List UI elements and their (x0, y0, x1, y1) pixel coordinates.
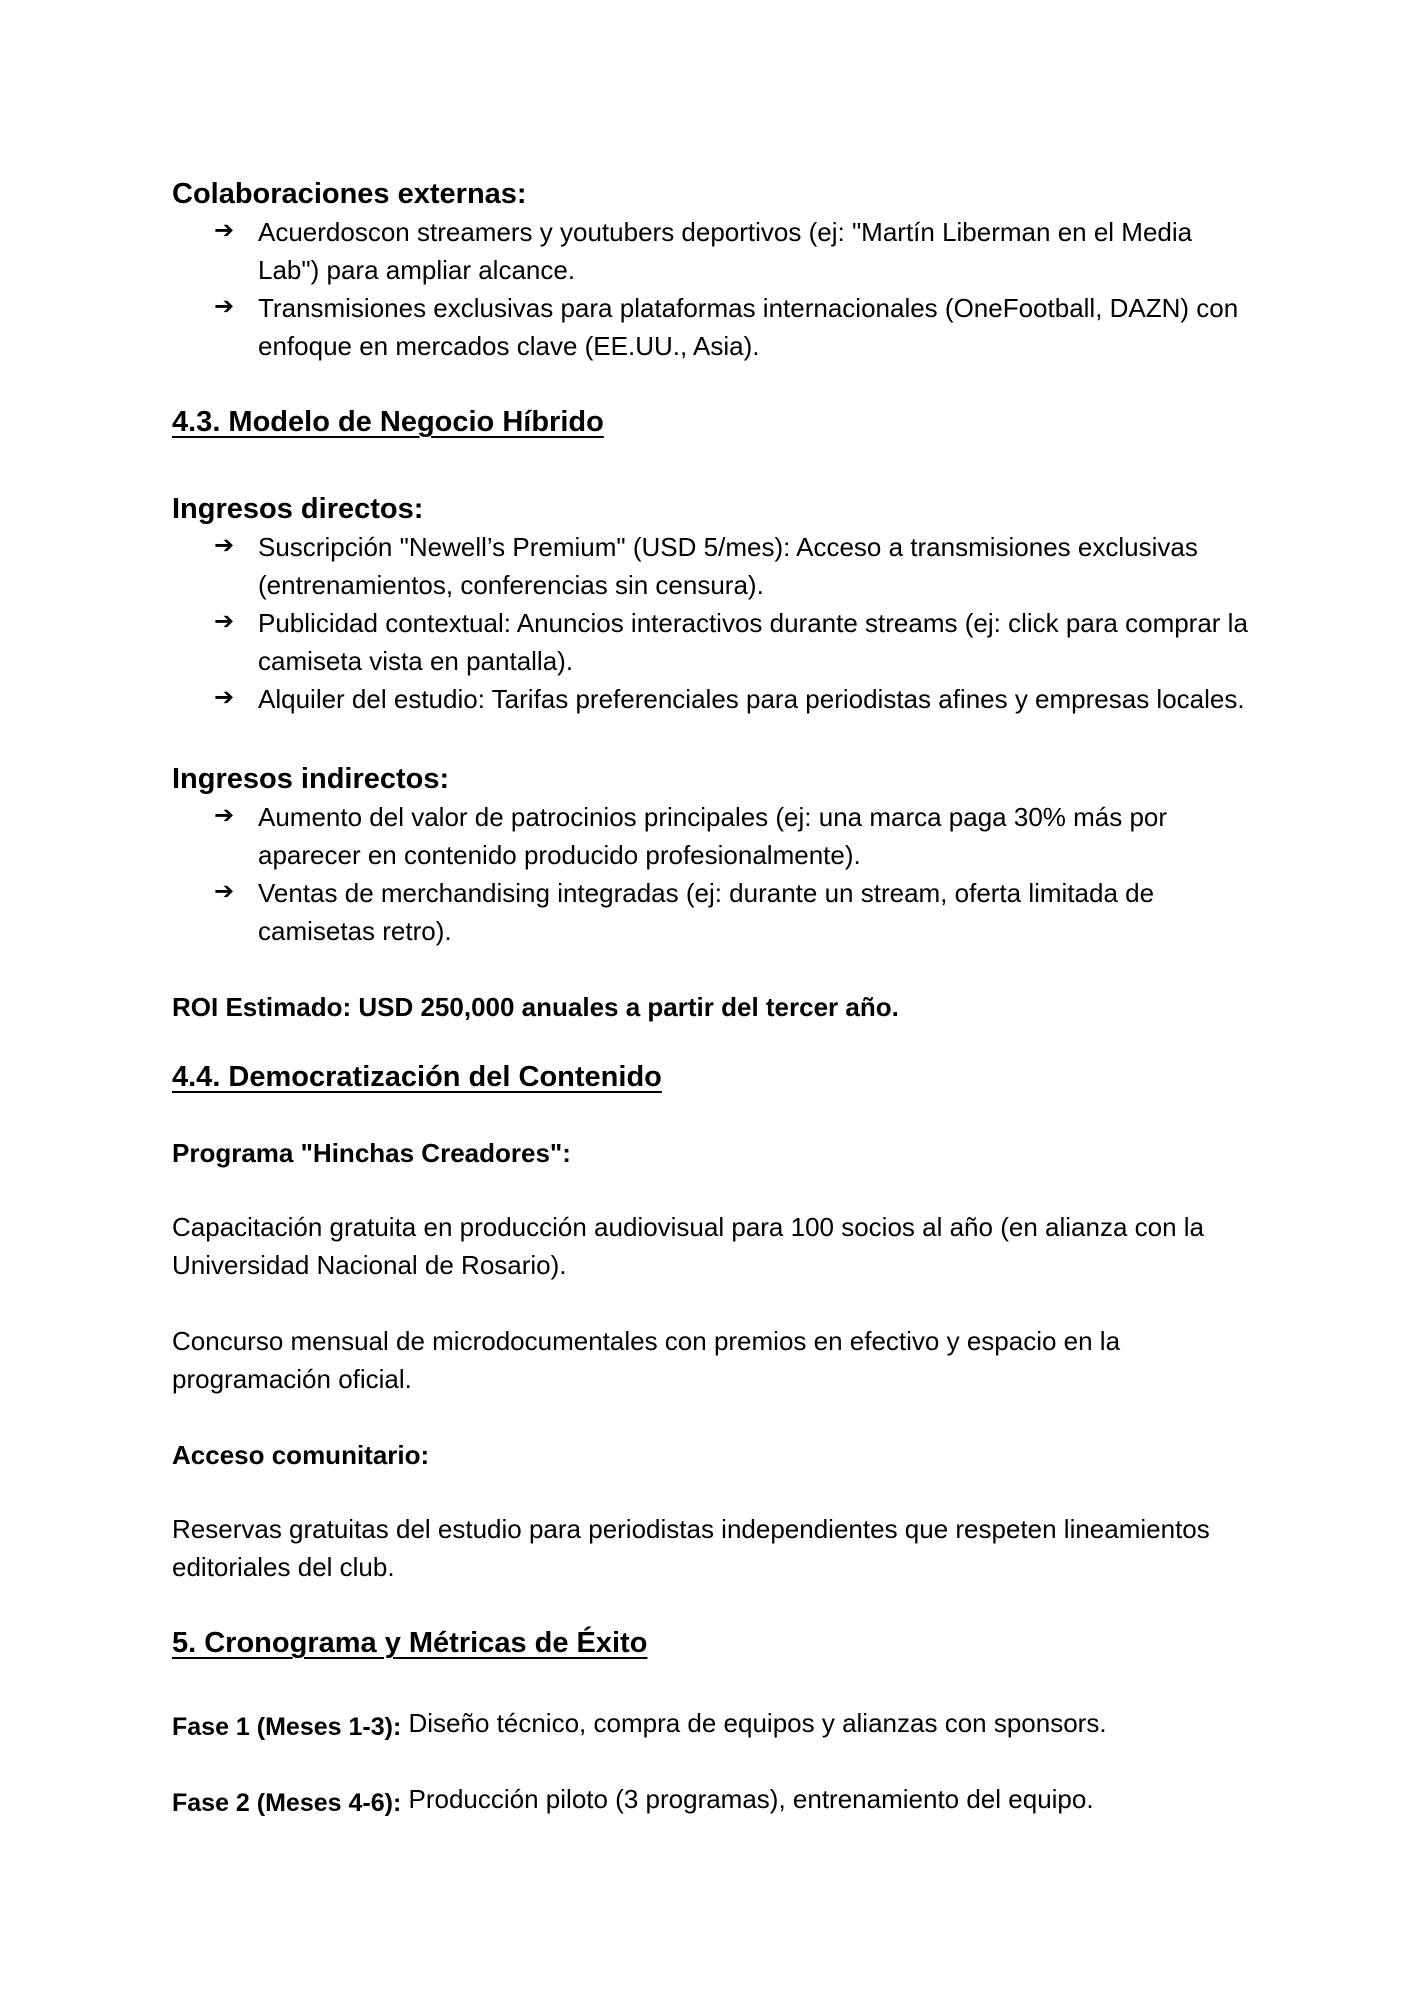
phase-line (172, 1704, 1252, 1743)
phase-text: Diseño técnico, compra de equipos y alianzas con sponsors. (401, 1708, 1107, 1738)
list-item-text: Publicidad contextual: Anuncios interactivos durante streams (ej: click para comprar la camiseta vista en pantalla). (258, 608, 1248, 676)
section-4-3-title: 4.3. Modelo de Negocio Híbrido (172, 406, 604, 438)
arrow-right-icon: ➔ (214, 217, 235, 244)
paragraph: Reservas gratuitas del estudio para periodistas independientes que respeten lineamientos editoriales del club. (172, 1514, 1210, 1582)
ingresos-directos-heading: Ingresos directos: (172, 493, 424, 525)
ingresos-indirectos-heading: Ingresos indirectos: (172, 763, 450, 795)
list-item (172, 528, 1252, 604)
arrow-right-icon: ➔ (214, 802, 235, 829)
list-item-text: Suscripción "Newell’s Premium" (USD 5/mes): Acceso a transmisiones exclusivas (entrenamientos, conferencias sin censura). (258, 532, 1198, 600)
colaboraciones-list (172, 213, 1252, 365)
ingresos-indirectos-block (172, 760, 1252, 950)
roi-statement: ROI Estimado: USD 250,000 anuales a partir del tercer año. (172, 992, 899, 1022)
section-5-title: 5. Cronograma y Métricas de Éxito (172, 1627, 648, 1659)
list-item (172, 680, 1252, 718)
ingresos-indirectos-list (172, 798, 1252, 950)
programa-heading: Programa "Hinchas Creadores": (172, 1138, 571, 1168)
list-item (172, 213, 1252, 289)
acceso-heading: Acceso comunitario: (172, 1440, 430, 1470)
phase-label: Fase 2 (Meses 4-6): (172, 1789, 402, 1817)
phase-text: Producción piloto (3 programas), entrenamiento del equipo. (401, 1784, 1094, 1814)
list-item (172, 874, 1252, 950)
arrow-right-icon: ➔ (214, 608, 235, 635)
phase-label: Fase 1 (Meses 1-3): (172, 1713, 402, 1741)
arrow-right-icon: ➔ (214, 532, 235, 559)
list-item-text: Ventas de merchandising integradas (ej: durante un stream, oferta limitada de camisetas retro). (258, 878, 1155, 946)
arrow-right-icon: ➔ (214, 293, 235, 320)
list-item-text: Acuerdoscon streamers y youtubers deportivos (ej: "Martín Liberman en el Media Lab") para ampliar alcance. (258, 217, 1193, 285)
list-item-text: Alquiler del estudio: Tarifas preferenciales para periodistas afines y empresas locales. (258, 684, 1245, 714)
list-item (172, 289, 1252, 365)
list-item (172, 798, 1252, 874)
ingresos-directos-block (172, 490, 1252, 718)
colaboraciones-block (172, 175, 1252, 365)
colaboraciones-heading: Colaboraciones externas: (172, 178, 527, 210)
arrow-right-icon: ➔ (214, 878, 235, 905)
list-item (172, 604, 1252, 680)
phase-line (172, 1780, 1252, 1819)
section-4-4-title: 4.4. Democratización del Contenido (172, 1061, 662, 1093)
document-page (172, 175, 1252, 1819)
list-item-text: Aumento del valor de patrocinios principales (ej: una marca paga 30% más por aparecer en contenido producido profesionalmente). (258, 802, 1168, 870)
arrow-right-icon: ➔ (214, 684, 235, 711)
list-item-text: Transmisiones exclusivas para plataformas internacionales (OneFootball, DAZN) con enfoque en mercados clave (EE.UU., Asia). (258, 293, 1239, 361)
paragraph: Concurso mensual de microdocumentales con premios en efectivo y espacio en la programación oficial. (172, 1326, 1121, 1394)
paragraph: Capacitación gratuita en producción audiovisual para 100 socios al año (en alianza con la Universidad Nacional de Rosario). (172, 1212, 1205, 1280)
ingresos-directos-list (172, 528, 1252, 718)
